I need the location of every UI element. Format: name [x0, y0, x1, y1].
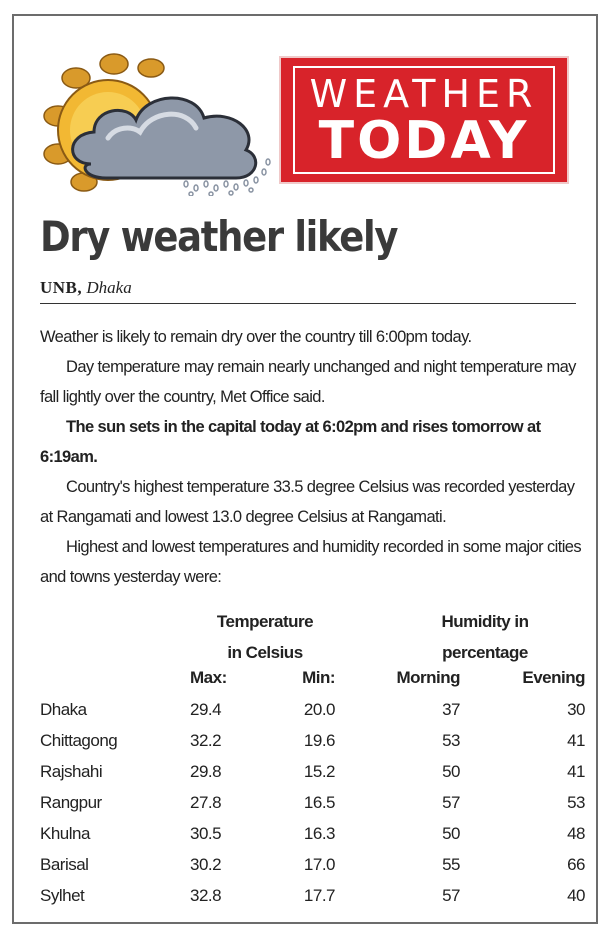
weather-today-badge	[279, 56, 569, 184]
sun-cloud-rain-icon	[36, 46, 276, 196]
byline-agency: UNB,	[40, 278, 83, 297]
column-evening: Evening	[522, 668, 585, 687]
article-body	[40, 322, 590, 592]
paragraph-4: Country's highest temperature 33.5 degree Celsius was recorded yesterday at Rangamati and lowest 13.0 degree Celsius at Rangamati.	[40, 478, 575, 526]
table-row: Barisal 30.2 17.0 55 66	[40, 855, 585, 874]
paragraph-sunset: The sun sets in the capital today at 6:02pm and rises tomorrow at 6:19am.	[40, 418, 541, 466]
humidity-group-header: Humidity in percentage	[441, 612, 529, 662]
table-row: Dhaka 29.4 20.0 37 30	[40, 700, 585, 719]
byline	[40, 278, 576, 304]
paragraph-1: Weather is likely to remain dry over the country till 6:00pm today.	[40, 328, 472, 346]
badge-weather-text: WEATHER	[309, 72, 539, 116]
table-row: Sylhet 32.8 17.7 57 40	[40, 886, 585, 905]
column-morning: Morning	[396, 668, 460, 687]
weather-article	[12, 14, 598, 924]
column-min: Min:	[302, 668, 335, 687]
paragraph-2: Day temperature may remain nearly unchanged and night temperature may fall lightly over the country, Met Office said.	[40, 358, 576, 406]
table-row: Khulna 30.5 16.3 50 48	[40, 824, 585, 843]
byline-city: Dhaka	[86, 278, 132, 297]
column-max: Max:	[190, 668, 227, 687]
paragraph-5: Highest and lowest temperatures and humidity recorded in some major cities and towns yesterday were:	[40, 538, 582, 586]
table-row: Rangpur 27.8 16.5 57 53	[40, 793, 585, 812]
weather-header	[14, 16, 596, 206]
temperature-group-header: Temperature in Celsius	[216, 612, 314, 662]
table-row: Chittagong 32.2 19.6 53 41	[40, 731, 585, 750]
badge-today-text: TODAY	[318, 111, 530, 171]
table-row: Rajshahi 29.8 15.2 50 41	[40, 762, 585, 781]
headline: Dry weather likely	[40, 212, 398, 261]
